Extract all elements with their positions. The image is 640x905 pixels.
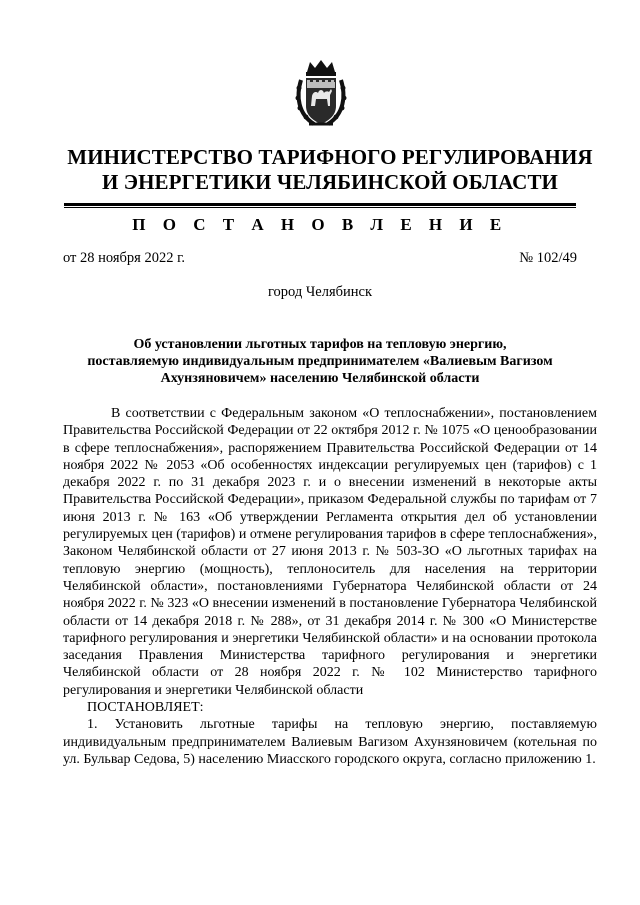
document-type-title: П О С Т А Н О В Л Е Н И Е — [132, 215, 508, 234]
ministry-name-line2: И ЭНЕРГЕТИКИ ЧЕЛЯБИНСКОЙ ОБЛАСТИ — [102, 170, 558, 194]
subject-line3: Ахунзяновичем» населению Челябинской области — [160, 371, 480, 386]
document-number: № 102/49 — [519, 250, 577, 266]
header-divider-thick — [64, 203, 576, 206]
decree-item-1: 1. Установить льготные тарифы на тепловую энергию, поставляемую индивидуальным предпринимателем Валиевым Вагизом Ахунзяновичем (котельная по ул. Бульвар Седова, 5) населению Миасского городского округа, согласно приложению 1. — [63, 717, 597, 767]
subject-line2: поставляемую индивидуальным предпринимателем «Валиевым Вагизом — [87, 354, 553, 369]
document-subject — [70, 336, 570, 387]
ministry-name-line1: МИНИСТЕРСТВО ТАРИФНОГО РЕГУЛИРОВАНИЯ — [67, 145, 593, 169]
header-divider-thin — [64, 207, 576, 208]
decree-heading: ПОСТАНОВЛЯЕТ: — [87, 700, 204, 716]
preamble-paragraph: В соответствии с Федеральным законом «О теплоснабжении», постановлением Правительства Российской Федерации от 22 октября 2012 г. № 1075 «О ценообразовании в сфере теплоснабжения», распоряжением Правительства Российской Федерации от 14 ноября 2022 № 2053 «Об особенностях индексации регулируемых цен (тарифов) с 1 декабря 2022 г. по 31 декабря 2023 г. и о внесении изменений в некоторые акты Правительства Российской Федерации», приказом Федеральной службы по тарифам от 7 июня 2013 г. № 163 «Об утверждении Регламента открытия дел об установлении регулируемых цен (тарифов) и отмене регулирования тарифов в сфере теплоснабжения», Законом Челябинской области от 27 июня 2013 г. № 503-ЗО «О льготных тарифах на тепловую энергию (мощность), теплоноситель для населения на территории Челябинской области», постановлениями Губернатора Челябинской области от 24 ноября 2022 г. № 323 «О внесении изменений в постановление Губернатора Челябинской области от 14 декабря 2018 г. № 288», от 31 декабря 2014 г. № 300 «О Министерстве тарифного регулирования и энергетики Челябинской области» и на основании протокола заседания Правления Министерства тарифного регулирования и энергетики Челябинской области от 28 ноября 2022 г. № 102 Министерство тарифного регулирования и энергетики Челябинской области — [63, 406, 597, 698]
coat-of-arms-icon — [294, 58, 348, 130]
subject-line1: Об установлении льготных тарифов на тепловую энергию, — [133, 337, 507, 352]
document-date: от 28 ноября 2022 г. — [63, 250, 186, 266]
document-city: город Челябинск — [267, 284, 373, 300]
document-body — [63, 405, 597, 768]
ministry-name — [40, 145, 620, 195]
